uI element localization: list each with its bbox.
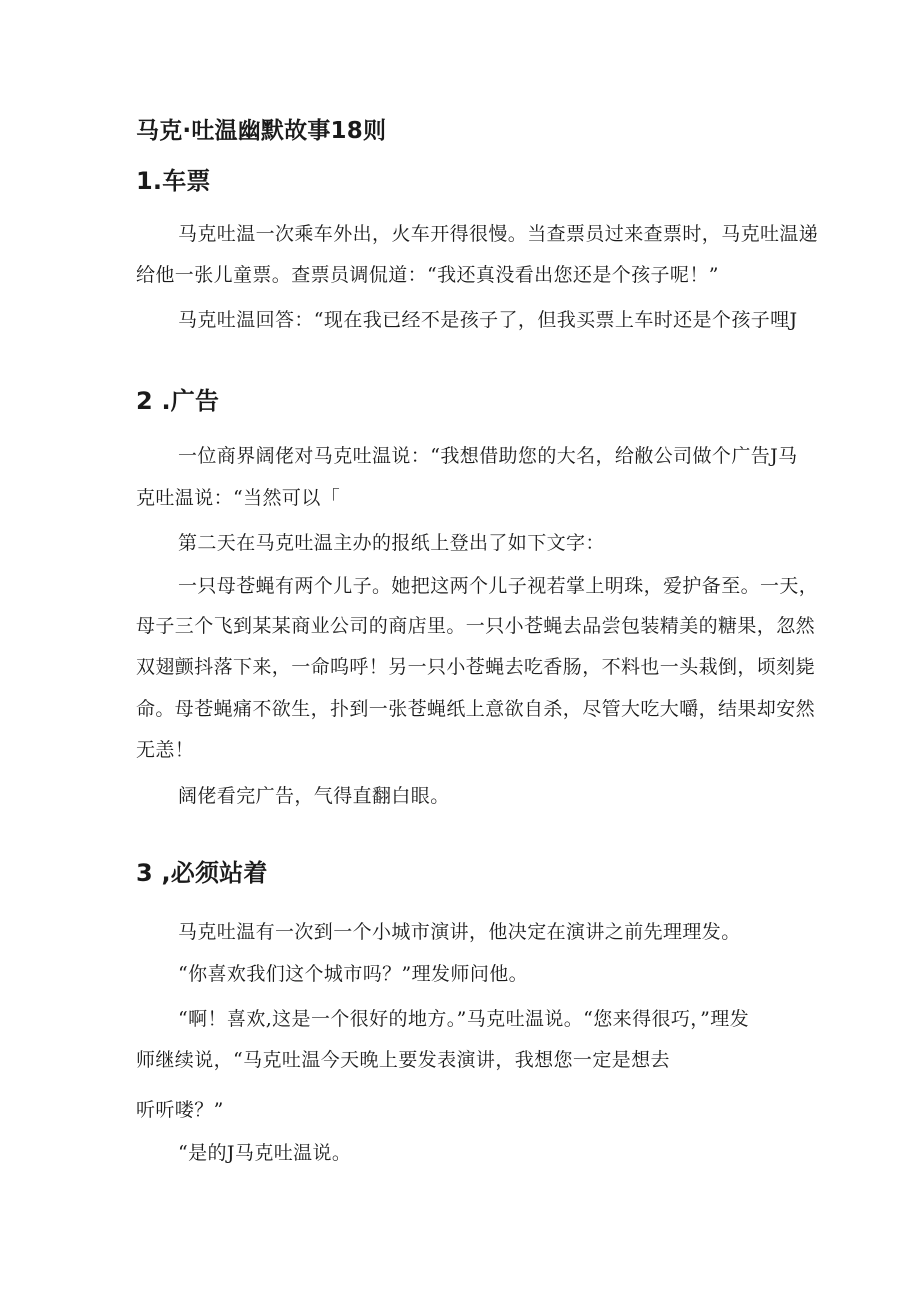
paragraph-line: 双翅颤抖落下来，一命呜呼！另一只小苍蝇去吃香肠，不料也一头栽倒，顷刻毙: [136, 656, 816, 678]
document-title: 马克·吐温幽默故事18则: [136, 118, 387, 144]
paragraph-line: 听听喽？”: [136, 1099, 224, 1121]
paragraph-line: “是的J马克吐温说。: [178, 1142, 352, 1164]
paragraph-line: 母子三个飞到某某商业公司的商店里。一只小苍蝇去品尝包装精美的糖果，忽然: [136, 615, 816, 637]
section-heading-advertisement: 2 .广告: [136, 387, 220, 415]
paragraph-line: 师继续说，“马克吐温今天晚上要发表演讲，我想您一定是想去: [136, 1049, 670, 1071]
paragraph-line: “啊！喜欢,这是一个很好的地方。”马克吐温说。“您来得很巧，”理发: [178, 1008, 750, 1030]
paragraph-line: 给他一张儿童票。查票员调侃道：“我还真没看出您还是个孩子呢！”: [136, 264, 719, 286]
paragraph-line: 一只母苍蝇有两个儿子。她把这两个儿子视若掌上明珠，爱护备至。一天，: [178, 575, 819, 597]
paragraph-line: “你喜欢我们这个城市吗？”理发师问他。: [178, 963, 529, 985]
paragraph-line: 阔佬看完广告，气得直翻白眼。: [178, 785, 450, 807]
paragraph-line: 马克吐温有一次到一个小城市演讲，他决定在演讲之前先理理发。: [178, 921, 741, 943]
paragraph-line: 马克吐温一次乘车外出，火车开得很慢。当查票员过来查票时，马克吐温递: [178, 223, 819, 245]
paragraph-line: 马克吐温回答：“现在我已经不是孩子了，但我买票上车时还是个孩子哩J: [178, 309, 798, 331]
paragraph-line: 克吐温说：“当然可以「: [136, 487, 341, 509]
section-heading-ticket: 1.车票: [136, 167, 211, 195]
paragraph-line: 命。母苍蝇痛不欲生，扑到一张苍蝇纸上意欲自杀，尽管大吃大嚼，结果却安然: [136, 698, 816, 720]
paragraph-line: 无恙！: [136, 739, 195, 761]
paragraph-line: 第二天在马克吐温主办的报纸上登出了如下文字：: [178, 532, 605, 554]
section-heading-must-stand: 3 ,必须站着: [136, 859, 268, 887]
paragraph-line: 一位商界阔佬对马克吐温说：“我想借助您的大名，给敝公司做个广告J马: [178, 445, 798, 467]
